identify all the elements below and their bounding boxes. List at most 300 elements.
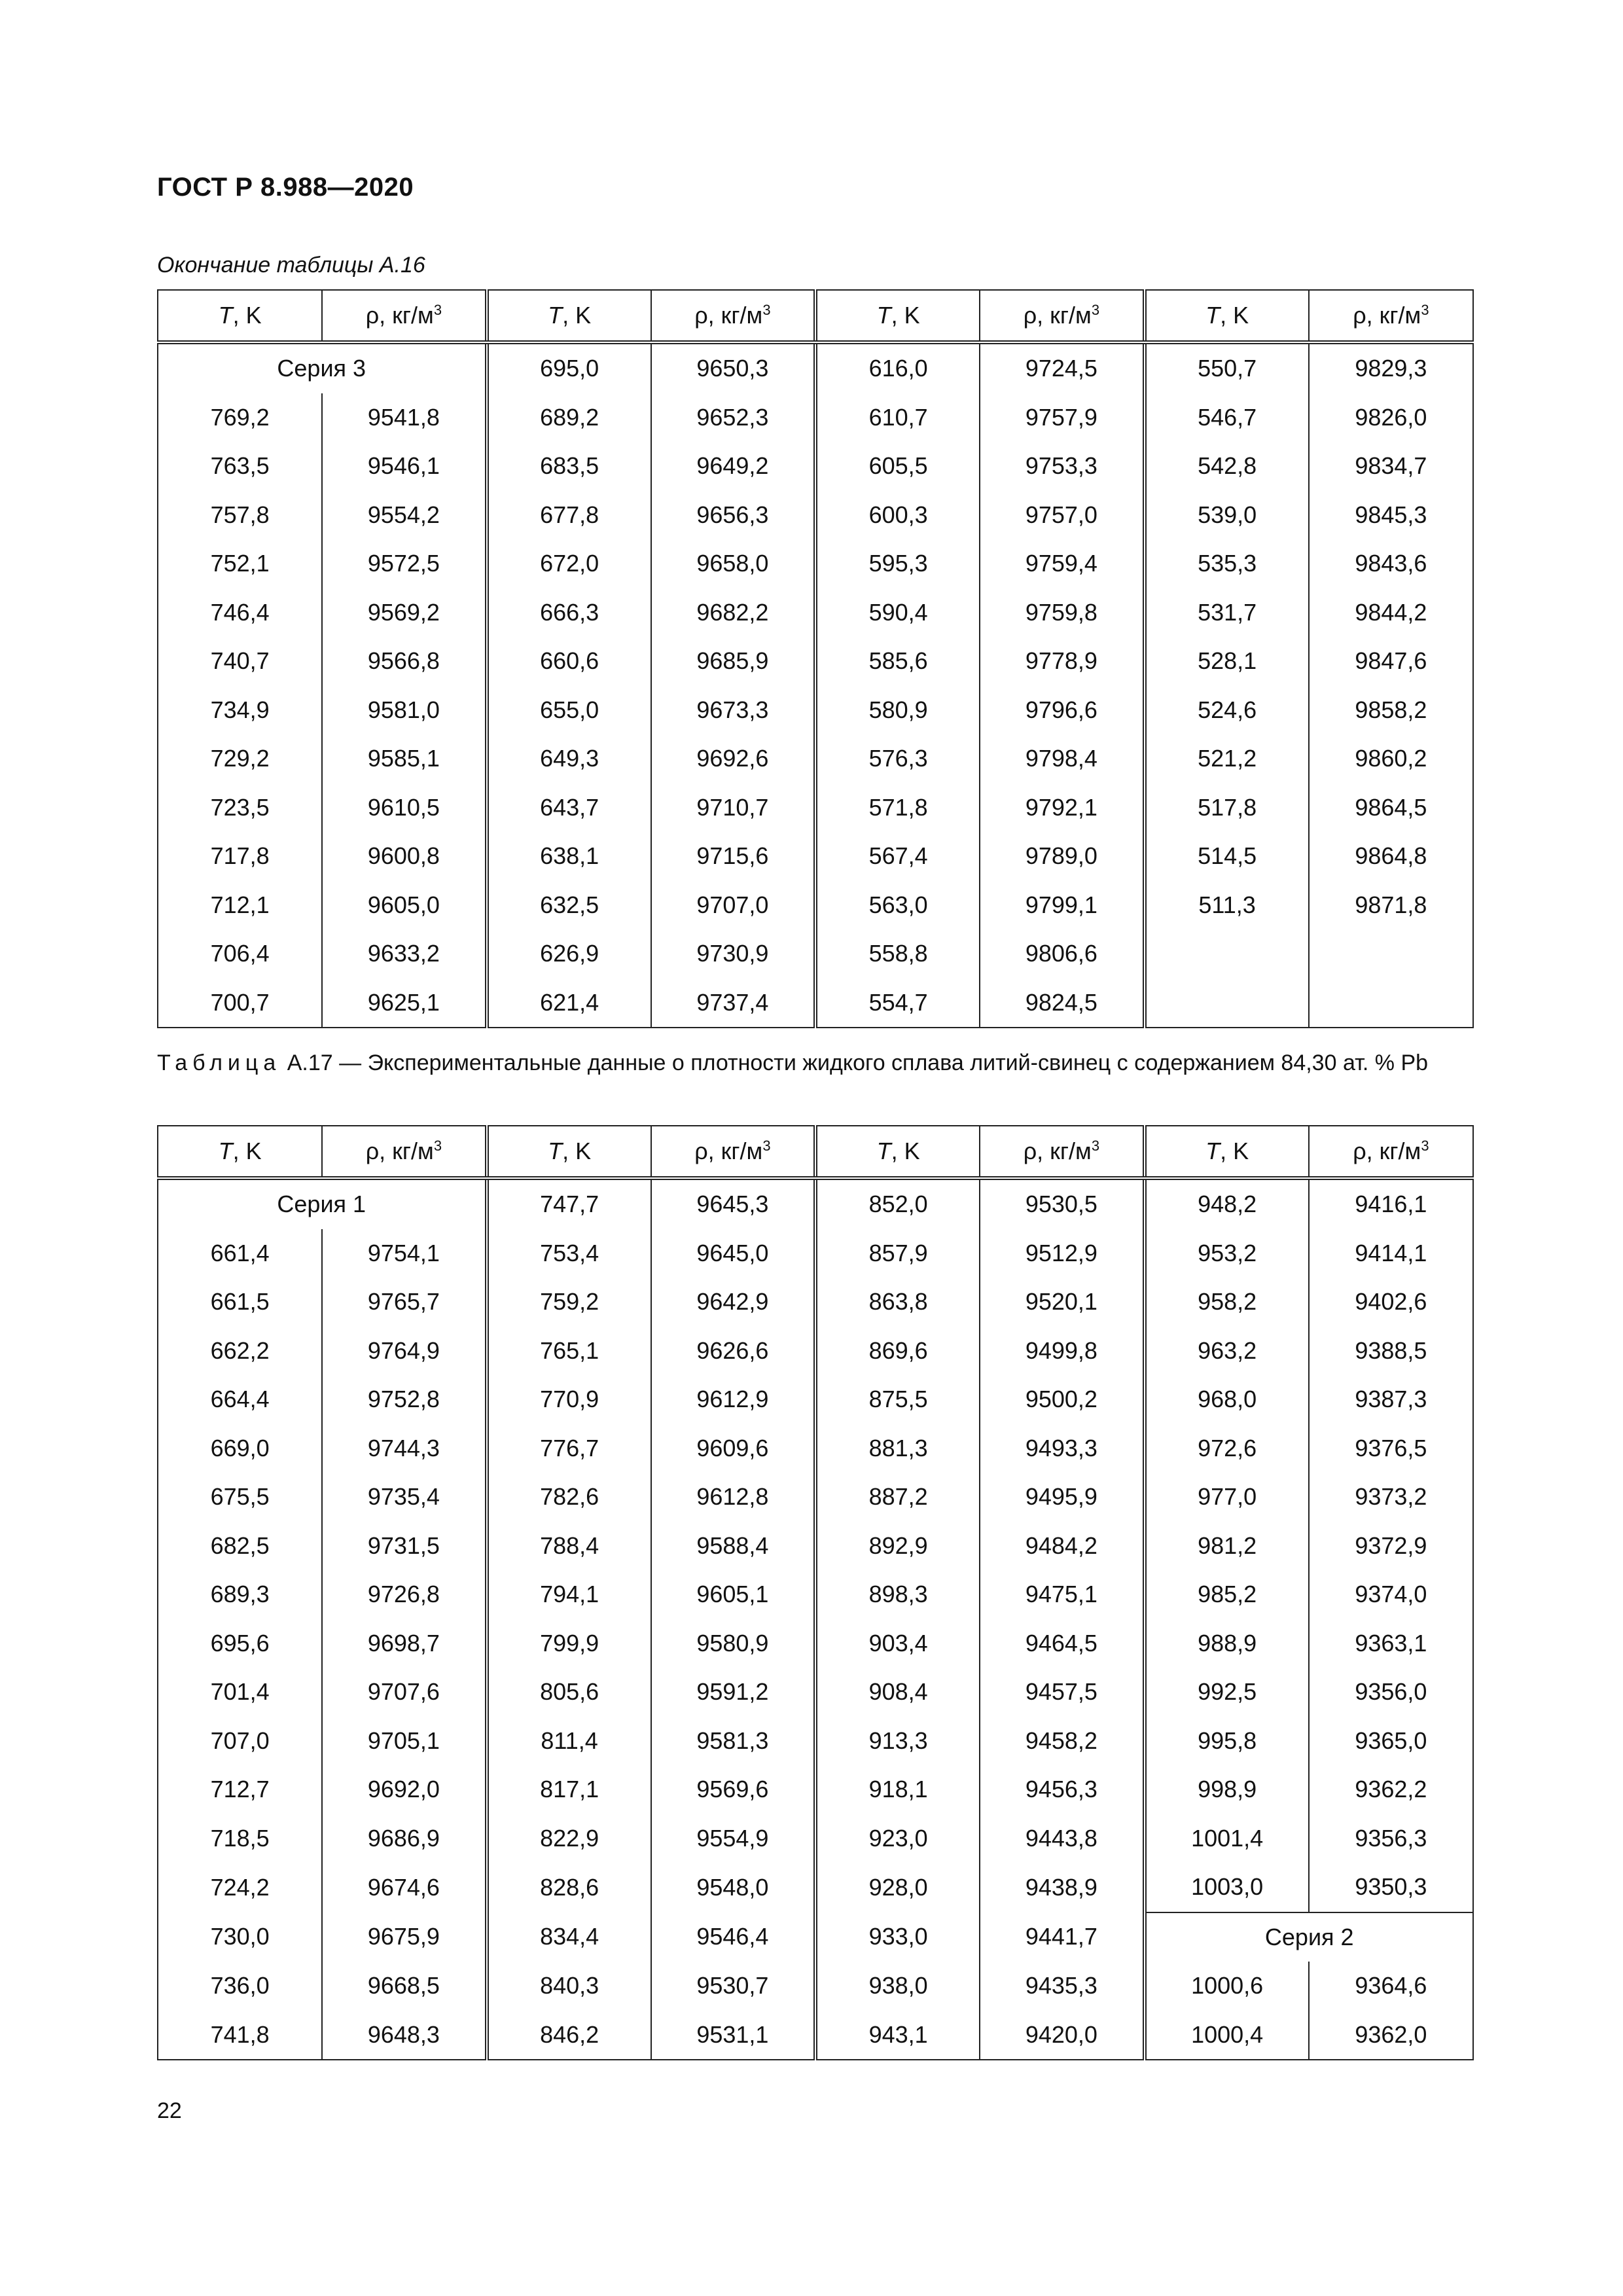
density-unit-exponent: 3 [1421, 1138, 1429, 1154]
temperature-symbol: T [1205, 1138, 1221, 1164]
density-symbol: ρ [694, 1138, 708, 1164]
density-unit: , кг/м [707, 1138, 763, 1164]
temperature-cell: 672,0 [487, 539, 651, 588]
density-cell: 9685,9 [651, 637, 815, 686]
temperature-cell: 1001,4 [1145, 1814, 1309, 1863]
temperature-unit: , K [562, 302, 592, 329]
table-row [158, 442, 1473, 491]
density-cell: 9730,9 [651, 929, 815, 978]
temperature-cell: 834,4 [487, 1912, 651, 1962]
density-cell: 9731,5 [322, 1522, 486, 1571]
table-row [158, 1668, 1473, 1717]
density-cell: 9402,6 [1309, 1278, 1473, 1327]
density-cell: 9612,9 [651, 1375, 815, 1424]
density-cell: 9789,0 [980, 832, 1144, 881]
density-cell: 9765,7 [322, 1278, 486, 1327]
density-cell: 9826,0 [1309, 393, 1473, 442]
density-cell: 9585,1 [322, 734, 486, 783]
density-cell: 9847,6 [1309, 637, 1473, 686]
density-cell: 9764,9 [322, 1327, 486, 1376]
table-row [158, 1375, 1473, 1424]
density-cell: 9376,5 [1309, 1424, 1473, 1473]
density-cell: 9675,9 [322, 1912, 486, 1962]
temperature-cell: 638,1 [487, 832, 651, 881]
density-cell: 9864,8 [1309, 832, 1473, 881]
series-label: Серия 2 [1145, 1912, 1474, 1962]
temperature-cell: 528,1 [1145, 637, 1309, 686]
temperature-symbol: T [1205, 302, 1221, 329]
density-cell: 9609,6 [651, 1424, 815, 1473]
density-cell: 9645,0 [651, 1229, 815, 1278]
temperature-cell: 928,0 [815, 1863, 980, 1912]
density-cell: 9648,3 [322, 2011, 486, 2060]
density-cell: 9580,9 [651, 1619, 815, 1668]
temperature-cell: 799,9 [487, 1619, 651, 1668]
temperature-cell: 675,5 [158, 1473, 322, 1522]
density-unit: , кг/м [707, 302, 763, 329]
density-cell: 9541,8 [322, 393, 486, 442]
density-cell: 9705,1 [322, 1717, 486, 1766]
density-symbol: ρ [694, 302, 708, 329]
temperature-cell: 655,0 [487, 686, 651, 735]
density-cell: 9860,2 [1309, 734, 1473, 783]
temperature-cell: 682,5 [158, 1522, 322, 1571]
temperature-cell: 661,4 [158, 1229, 322, 1278]
temperature-cell: 734,9 [158, 686, 322, 735]
temperature-cell: 590,4 [815, 588, 980, 637]
density-cell: 9798,4 [980, 734, 1144, 783]
density-cell: 9642,9 [651, 1278, 815, 1327]
temperature-cell: 968,0 [1145, 1375, 1309, 1424]
table-a16-header-temperature [815, 290, 980, 342]
density-cell: 9600,8 [322, 832, 486, 881]
temperature-cell: 558,8 [815, 929, 980, 978]
temperature-cell: 752,1 [158, 539, 322, 588]
temperature-cell: 616,0 [815, 342, 980, 393]
table-a17-header-density [980, 1126, 1144, 1178]
temperature-cell: 585,6 [815, 637, 980, 686]
density-cell: 9581,3 [651, 1717, 815, 1766]
table-row [158, 1717, 1473, 1766]
temperature-cell: 554,7 [815, 978, 980, 1028]
temperature-cell: 995,8 [1145, 1717, 1309, 1766]
density-cell: 9350,3 [1309, 1863, 1473, 1912]
temperature-cell: 610,7 [815, 393, 980, 442]
density-cell: 9844,2 [1309, 588, 1473, 637]
density-cell: 9554,2 [322, 491, 486, 540]
temperature-cell: 683,5 [487, 442, 651, 491]
density-cell: 9692,6 [651, 734, 815, 783]
temperature-cell: 712,1 [158, 881, 322, 930]
temperature-cell: 730,0 [158, 1912, 322, 1962]
density-cell: 9796,6 [980, 686, 1144, 735]
temperature-cell: 811,4 [487, 1717, 651, 1766]
temperature-unit: , K [891, 1138, 920, 1164]
temperature-cell: 621,4 [487, 978, 651, 1028]
density-cell: 9364,6 [1309, 1962, 1473, 2011]
density-cell: 9464,5 [980, 1619, 1144, 1668]
temperature-cell: 626,9 [487, 929, 651, 978]
temperature-cell: 782,6 [487, 1473, 651, 1522]
temperature-cell: 695,0 [487, 342, 651, 393]
table-row [158, 1229, 1473, 1278]
density-symbol: ρ [365, 1138, 380, 1164]
temperature-cell: 923,0 [815, 1814, 980, 1863]
table-a16-header-density [980, 290, 1144, 342]
temperature-cell: 875,5 [815, 1375, 980, 1424]
density-cell: 9414,1 [1309, 1229, 1473, 1278]
temperature-cell: 605,5 [815, 442, 980, 491]
density-cell: 9531,1 [651, 2011, 815, 2060]
density-cell: 9493,3 [980, 1424, 1144, 1473]
density-cell: 9605,1 [651, 1570, 815, 1619]
temperature-cell: 746,4 [158, 588, 322, 637]
table-a16-header-row [158, 290, 1473, 342]
density-cell: 9443,8 [980, 1814, 1144, 1863]
temperature-cell: 550,7 [1145, 342, 1309, 393]
density-cell: 9652,3 [651, 393, 815, 442]
density-cell: 9458,2 [980, 1717, 1144, 1766]
density-cell: 9605,0 [322, 881, 486, 930]
density-unit-exponent: 3 [1091, 1138, 1100, 1154]
table-a17-body [158, 1178, 1473, 2060]
density-cell: 9707,6 [322, 1668, 486, 1717]
temperature-cell: 563,0 [815, 881, 980, 930]
table-row [158, 1619, 1473, 1668]
temperature-unit: , K [232, 302, 262, 329]
density-cell: 9799,1 [980, 881, 1144, 930]
density-cell: 9806,6 [980, 929, 1144, 978]
temperature-cell: 542,8 [1145, 442, 1309, 491]
table-row [158, 1327, 1473, 1376]
table-row [158, 686, 1473, 735]
temperature-cell: 649,3 [487, 734, 651, 783]
density-unit: , кг/м [379, 1138, 434, 1164]
density-symbol: ρ [365, 302, 380, 329]
density-cell: 9572,5 [322, 539, 486, 588]
table-a16-body [158, 342, 1473, 1028]
table-row [158, 342, 1473, 393]
density-cell: 9484,2 [980, 1522, 1144, 1571]
temperature-cell: 695,6 [158, 1619, 322, 1668]
density-cell: 9674,6 [322, 1863, 486, 1912]
table-row [158, 783, 1473, 833]
temperature-cell: 571,8 [815, 783, 980, 833]
temperature-cell: 524,6 [1145, 686, 1309, 735]
density-cell: 9724,5 [980, 342, 1144, 393]
table-row [158, 929, 1473, 978]
temperature-cell: 1000,6 [1145, 1962, 1309, 2011]
table-row [158, 1814, 1473, 1863]
series-label: Серия 1 [158, 1178, 487, 1229]
temperature-cell: 576,3 [815, 734, 980, 783]
density-cell: 9475,1 [980, 1570, 1144, 1619]
density-unit-exponent: 3 [433, 1138, 442, 1154]
density-cell: 9356,3 [1309, 1814, 1473, 1863]
temperature-cell: 1000,4 [1145, 2011, 1309, 2060]
temperature-unit: , K [891, 302, 920, 329]
density-cell: 9500,2 [980, 1375, 1144, 1424]
density-unit-exponent: 3 [762, 302, 771, 318]
temperature-cell: 669,0 [158, 1424, 322, 1473]
density-cell: 9581,0 [322, 686, 486, 735]
temperature-cell: 517,8 [1145, 783, 1309, 833]
table-row [158, 491, 1473, 540]
density-cell: 9757,0 [980, 491, 1144, 540]
table-a16-header-temperature [158, 290, 322, 342]
density-cell: 9754,1 [322, 1229, 486, 1278]
temperature-cell: 718,5 [158, 1814, 322, 1863]
temperature-cell: 1003,0 [1145, 1863, 1309, 1912]
table-row [158, 393, 1473, 442]
temperature-cell: 788,4 [487, 1522, 651, 1571]
temperature-cell: 706,4 [158, 929, 322, 978]
temperature-unit: , K [562, 1138, 592, 1164]
table-a16 [157, 289, 1474, 1028]
empty-cell [1309, 978, 1473, 1028]
density-symbol: ρ [1353, 1138, 1366, 1164]
density-cell: 9698,7 [322, 1619, 486, 1668]
density-cell: 9566,8 [322, 637, 486, 686]
density-unit-exponent: 3 [1091, 302, 1100, 318]
temperature-cell: 805,6 [487, 1668, 651, 1717]
table-row [158, 1962, 1473, 2011]
table-row [158, 832, 1473, 881]
temperature-cell: 953,2 [1145, 1229, 1309, 1278]
density-cell: 9778,9 [980, 637, 1144, 686]
density-cell: 9792,1 [980, 783, 1144, 833]
table-row [158, 588, 1473, 637]
temperature-cell: 770,9 [487, 1375, 651, 1424]
density-cell: 9554,9 [651, 1814, 815, 1863]
density-cell: 9829,3 [1309, 342, 1473, 393]
temperature-cell: 938,0 [815, 1962, 980, 2011]
density-cell: 9363,1 [1309, 1619, 1473, 1668]
temperature-cell: 881,3 [815, 1424, 980, 1473]
density-cell: 9710,7 [651, 783, 815, 833]
density-cell: 9673,3 [651, 686, 815, 735]
table-a17-header-temperature [1145, 1126, 1309, 1178]
density-cell: 9759,8 [980, 588, 1144, 637]
density-cell: 9824,5 [980, 978, 1144, 1028]
table-a16-header-density [1309, 290, 1473, 342]
temperature-cell: 753,4 [487, 1229, 651, 1278]
table-row [158, 1522, 1473, 1571]
density-cell: 9626,6 [651, 1327, 815, 1376]
temperature-cell: 898,3 [815, 1570, 980, 1619]
table-a16-header-temperature [1145, 290, 1309, 342]
density-cell: 9569,2 [322, 588, 486, 637]
table-a17-header-temperature [815, 1126, 980, 1178]
temperature-cell: 511,3 [1145, 881, 1309, 930]
table-row [158, 1178, 1473, 1229]
temperature-cell: 765,1 [487, 1327, 651, 1376]
temperature-cell: 863,8 [815, 1278, 980, 1327]
density-cell: 9864,5 [1309, 783, 1473, 833]
table-continued-label: Окончание таблицы А.16 [157, 253, 425, 278]
density-unit-exponent: 3 [762, 1138, 771, 1154]
temperature-cell: 769,2 [158, 393, 322, 442]
density-cell: 9645,3 [651, 1178, 815, 1229]
density-cell: 9546,4 [651, 1912, 815, 1962]
temperature-cell: 717,8 [158, 832, 322, 881]
temperature-cell: 903,4 [815, 1619, 980, 1668]
density-cell: 9658,0 [651, 539, 815, 588]
density-unit: , кг/м [1037, 1138, 1092, 1164]
temperature-cell: 757,8 [158, 491, 322, 540]
density-cell: 9530,5 [980, 1178, 1144, 1229]
table-row [158, 1473, 1473, 1522]
density-cell: 9372,9 [1309, 1522, 1473, 1571]
temperature-cell: 664,4 [158, 1375, 322, 1424]
density-cell: 9668,5 [322, 1962, 486, 2011]
temperature-symbol: T [548, 302, 563, 329]
table-a17-header-row [158, 1126, 1473, 1178]
table-row [158, 734, 1473, 783]
temperature-cell: 567,4 [815, 832, 980, 881]
temperature-unit: , K [232, 1138, 262, 1164]
density-cell: 9843,6 [1309, 539, 1473, 588]
temperature-cell: 521,2 [1145, 734, 1309, 783]
table-a17 [157, 1125, 1474, 2060]
empty-cell [1145, 978, 1309, 1028]
density-cell: 9588,4 [651, 1522, 815, 1571]
table-row [158, 1912, 1473, 1962]
density-cell: 9692,0 [322, 1765, 486, 1814]
temperature-cell: 972,6 [1145, 1424, 1309, 1473]
table-row [158, 978, 1473, 1028]
density-cell: 9715,6 [651, 832, 815, 881]
table-row [158, 1765, 1473, 1814]
temperature-cell: 729,2 [158, 734, 322, 783]
density-cell: 9438,9 [980, 1863, 1144, 1912]
density-cell: 9362,0 [1309, 2011, 1473, 2060]
table-a17-header-density [1309, 1126, 1473, 1178]
temperature-unit: , K [1220, 302, 1249, 329]
table-row [158, 637, 1473, 686]
page-number: 22 [157, 2098, 182, 2123]
temperature-cell: 595,3 [815, 539, 980, 588]
density-cell: 9591,2 [651, 1668, 815, 1717]
density-cell: 9435,3 [980, 1962, 1144, 2011]
temperature-cell: 992,5 [1145, 1668, 1309, 1717]
table-a16-header-temperature [487, 290, 651, 342]
density-cell: 9362,2 [1309, 1765, 1473, 1814]
density-cell: 9686,9 [322, 1814, 486, 1863]
temperature-cell: 539,0 [1145, 491, 1309, 540]
temperature-cell: 724,2 [158, 1863, 322, 1912]
temperature-cell: 840,3 [487, 1962, 651, 2011]
density-cell: 9420,0 [980, 2011, 1144, 2060]
temperature-cell: 892,9 [815, 1522, 980, 1571]
density-cell: 9757,9 [980, 393, 1144, 442]
temperature-unit: , K [1220, 1138, 1249, 1164]
temperature-symbol: T [218, 302, 233, 329]
temperature-cell: 662,2 [158, 1327, 322, 1376]
document-header: ГОСТ Р 8.988—2020 [157, 173, 414, 202]
temperature-cell: 535,3 [1145, 539, 1309, 588]
table-a17-caption [157, 1049, 1472, 1077]
table-row [158, 1570, 1473, 1619]
temperature-cell: 908,4 [815, 1668, 980, 1717]
temperature-cell: 677,8 [487, 491, 651, 540]
table-row [158, 1863, 1473, 1912]
density-cell: 9499,8 [980, 1327, 1144, 1376]
temperature-cell: 763,5 [158, 442, 322, 491]
density-cell: 9610,5 [322, 783, 486, 833]
temperature-cell: 857,9 [815, 1229, 980, 1278]
temperature-cell: 700,7 [158, 978, 322, 1028]
temperature-cell: 689,3 [158, 1570, 322, 1619]
temperature-cell: 666,3 [487, 588, 651, 637]
density-unit: , кг/м [1037, 302, 1092, 329]
temperature-cell: 600,3 [815, 491, 980, 540]
temperature-cell: 736,0 [158, 1962, 322, 2011]
density-unit: , кг/м [379, 302, 434, 329]
density-cell: 9388,5 [1309, 1327, 1473, 1376]
temperature-symbol: T [218, 1138, 233, 1164]
temperature-cell: 794,1 [487, 1570, 651, 1619]
table-a17-header-density [322, 1126, 486, 1178]
density-unit: , кг/м [1366, 1138, 1421, 1164]
temperature-cell: 918,1 [815, 1765, 980, 1814]
empty-cell [1145, 929, 1309, 978]
density-cell: 9737,4 [651, 978, 815, 1028]
temperature-cell: 828,6 [487, 1863, 651, 1912]
density-cell: 9416,1 [1309, 1178, 1473, 1229]
density-cell: 9649,2 [651, 442, 815, 491]
temperature-cell: 531,7 [1145, 588, 1309, 637]
density-cell: 9495,9 [980, 1473, 1144, 1522]
density-symbol: ρ [1353, 302, 1366, 329]
density-cell: 9356,0 [1309, 1668, 1473, 1717]
temperature-cell: 740,7 [158, 637, 322, 686]
table-a16-header-density [322, 290, 486, 342]
density-cell: 9735,4 [322, 1473, 486, 1522]
temperature-cell: 817,1 [487, 1765, 651, 1814]
temperature-cell: 723,5 [158, 783, 322, 833]
temperature-symbol: T [876, 302, 891, 329]
density-cell: 9845,3 [1309, 491, 1473, 540]
density-cell: 9546,1 [322, 442, 486, 491]
temperature-cell: 977,0 [1145, 1473, 1309, 1522]
temperature-cell: 887,2 [815, 1473, 980, 1522]
temperature-cell: 759,2 [487, 1278, 651, 1327]
density-cell: 9530,7 [651, 1962, 815, 2011]
empty-cell [1309, 929, 1473, 978]
temperature-cell: 958,2 [1145, 1278, 1309, 1327]
temperature-cell: 747,7 [487, 1178, 651, 1229]
density-cell: 9682,2 [651, 588, 815, 637]
density-symbol: ρ [1023, 302, 1037, 329]
density-cell: 9858,2 [1309, 686, 1473, 735]
temperature-cell: 632,5 [487, 881, 651, 930]
temperature-cell: 985,2 [1145, 1570, 1309, 1619]
table-row [158, 1278, 1473, 1327]
table-a17-header-temperature [158, 1126, 322, 1178]
temperature-cell: 580,9 [815, 686, 980, 735]
temperature-cell: 689,2 [487, 393, 651, 442]
temperature-cell: 661,5 [158, 1278, 322, 1327]
density-cell: 9520,1 [980, 1278, 1144, 1327]
temperature-cell: 701,4 [158, 1668, 322, 1717]
density-cell: 9633,2 [322, 929, 486, 978]
density-cell: 9569,6 [651, 1765, 815, 1814]
density-cell: 9548,0 [651, 1863, 815, 1912]
temperature-cell: 846,2 [487, 2011, 651, 2060]
temperature-cell: 988,9 [1145, 1619, 1309, 1668]
density-cell: 9441,7 [980, 1912, 1144, 1962]
